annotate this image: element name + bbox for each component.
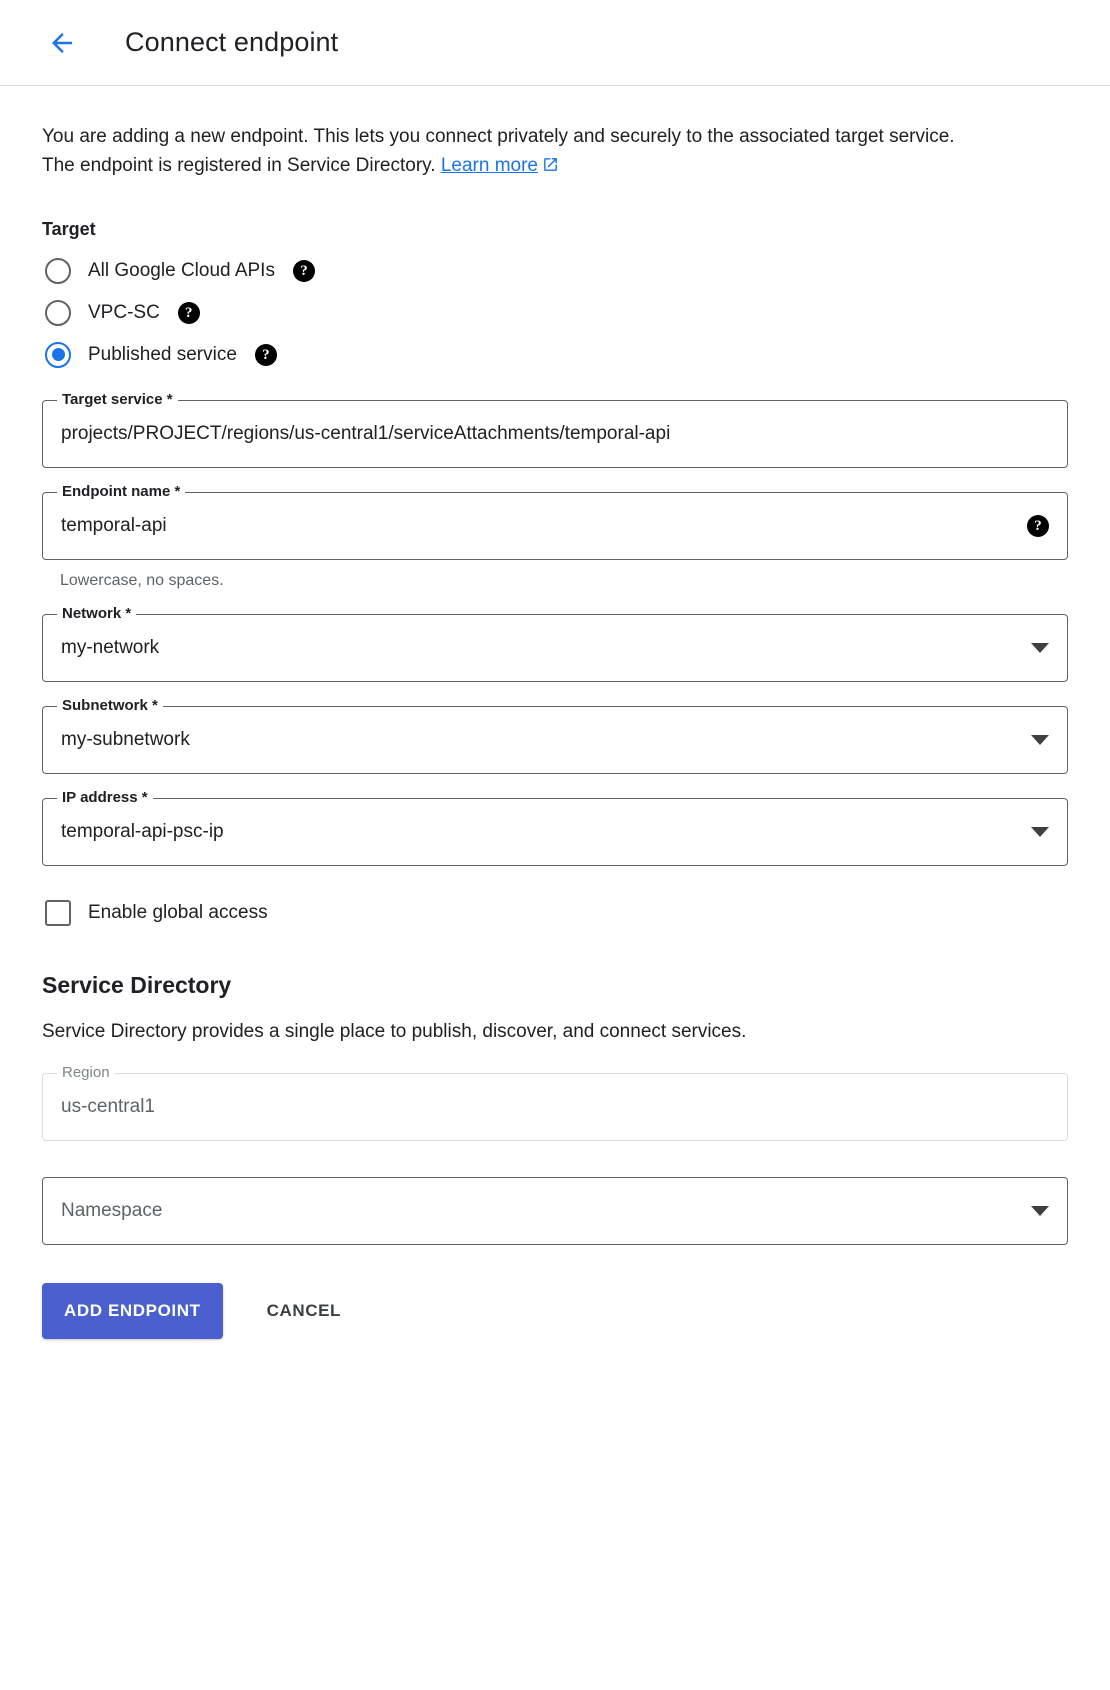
enable-global-access-row[interactable] [42,900,1068,926]
service-directory-title: Service Directory [42,971,232,998]
enable-global-access-checkbox[interactable] [45,900,71,926]
learn-more-link[interactable]: Learn more [440,155,538,177]
radio-label-published-service: Published service [88,343,237,365]
network-select[interactable] [42,604,1068,682]
target-service-label: Target service * [57,391,178,409]
target-service-field[interactable] [42,390,1068,468]
radio-label-vpc-sc: VPC-SC [88,301,160,323]
target-service-value: projects/PROJECT/regions/us-central1/serviceAttachments/temporal-api [61,422,671,444]
help-icon-endpoint-name[interactable]: ? [1027,515,1049,537]
external-link-icon[interactable] [542,153,559,182]
subnetwork-select[interactable] [42,696,1068,774]
help-icon-all-google-cloud-apis[interactable]: ? [293,260,315,282]
form-actions [42,1283,1068,1379]
endpoint-name-value: temporal-api [61,514,167,536]
intro-description: You are adding a new endpoint. This lets you connect privately and securely to the associated target service. The endpoint is registered in Service Directory. [42,126,955,177]
target-label: Target [42,218,96,239]
help-icon-vpc-sc[interactable]: ? [178,302,200,324]
chevron-down-icon-namespace[interactable] [1031,1206,1049,1216]
network-label: Network * [57,605,136,623]
region-field [42,1063,1068,1141]
add-endpoint-button[interactable]: ADD ENDPOINT [42,1283,223,1339]
service-directory-description: Service Directory provides a single place to publish, discover, and connect services. [42,1020,747,1042]
ip-address-label: IP address * [57,789,153,807]
ip-address-value: temporal-api-psc-ip [61,820,224,842]
chevron-down-icon-ip-address[interactable] [1031,827,1049,837]
page-title: Connect endpoint [125,27,339,57]
radio-published-service[interactable] [45,342,71,368]
namespace-value: Namespace [61,1199,163,1221]
page-header [0,0,1110,86]
radio-option-all-google-cloud-apis[interactable] [42,250,1068,292]
cancel-button[interactable]: CANCEL [251,1283,357,1339]
radio-label-all-google-cloud-apis: All Google Cloud APIs [88,259,275,281]
radio-option-vpc-sc[interactable] [42,292,1068,334]
endpoint-name-label: Endpoint name * [57,483,185,501]
radio-option-published-service[interactable] [42,334,1068,376]
form-content [0,122,1110,1379]
chevron-down-icon-network[interactable] [1031,643,1049,653]
chevron-down-icon-subnetwork[interactable] [1031,735,1049,745]
endpoint-name-field[interactable] [42,482,1068,560]
arrow-left-icon [47,28,77,58]
region-value: us-central1 [61,1095,155,1117]
namespace-select[interactable] [42,1177,1068,1245]
back-button[interactable] [42,23,82,63]
subnetwork-value: my-subnetwork [61,728,190,750]
region-label: Region [57,1064,115,1082]
radio-all-google-cloud-apis[interactable] [45,258,71,284]
network-value: my-network [61,636,160,658]
ip-address-select[interactable] [42,788,1068,866]
endpoint-name-helper-text: Lowercase, no spaces. [60,571,224,589]
help-icon-published-service[interactable]: ? [255,344,277,366]
subnetwork-label: Subnetwork * [57,697,163,715]
radio-vpc-sc[interactable] [45,300,71,326]
enable-global-access-label: Enable global access [88,901,268,923]
intro-text [42,122,992,183]
